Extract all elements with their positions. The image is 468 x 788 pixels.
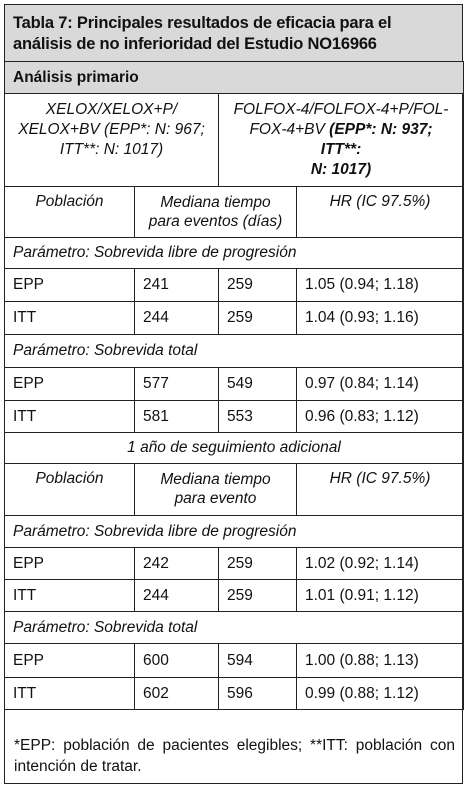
arm-xelox-line3: ITT**: N: 1017) <box>59 141 164 158</box>
row-hr: 1.01 (0.91; 1.12) <box>297 580 464 612</box>
row-value-b: 553 <box>219 401 297 433</box>
followup-label: 1 año de seguimiento adicional <box>5 433 464 464</box>
row-hr: 1.00 (0.88; 1.13) <box>297 644 464 678</box>
row-hr: 0.99 (0.88; 1.12) <box>297 678 464 710</box>
row-pop: EPP <box>5 644 135 678</box>
col-population: Población <box>5 464 135 516</box>
param-pfs-label: Parámetro: Sobrevida libre de progresión <box>5 238 464 269</box>
row-hr: 0.97 (0.84; 1.14) <box>297 368 464 401</box>
arm-folfox <box>219 94 464 187</box>
row-value-a: 244 <box>135 302 219 335</box>
col-median <box>135 187 297 238</box>
arm-folfox-line1: FOLFOX-4/FOLFOX-4+P/FOL- <box>233 101 449 118</box>
col-population: Población <box>5 187 135 238</box>
row-value-b: 594 <box>219 644 297 678</box>
row-value-b: 259 <box>219 548 297 580</box>
row-hr: 1.02 (0.92; 1.14) <box>297 548 464 580</box>
row-value-a: 577 <box>135 368 219 401</box>
primary-analysis-label: Análisis primario <box>5 62 464 94</box>
table-title: Tabla 7: Principales resultados de eficacia para el análisis de no inferioridad del Estudio NO16966 <box>4 4 463 62</box>
param-os-label: Parámetro: Sobrevida total <box>5 335 464 368</box>
param-pfs-label: Parámetro: Sobrevida libre de progresión <box>5 516 464 548</box>
row-pop: ITT <box>5 302 135 335</box>
arm-folfox-line4: N: 1017) <box>310 161 372 178</box>
row-pop: EPP <box>5 368 135 401</box>
row-hr: 1.04 (0.93; 1.16) <box>297 302 464 335</box>
col-hr: HR (IC 97.5%) <box>297 187 464 238</box>
row-pop: ITT <box>5 401 135 433</box>
col-median-line2: para evento <box>174 490 257 507</box>
row-value-a: 581 <box>135 401 219 433</box>
arm-xelox <box>5 94 219 187</box>
row-hr: 1.05 (0.94; 1.18) <box>297 269 464 302</box>
col-hr: HR (IC 97.5%) <box>297 464 464 516</box>
arm-folfox-line2a: FOX-4+BV <box>249 121 330 138</box>
row-value-b: 259 <box>219 269 297 302</box>
row-value-a: 602 <box>135 678 219 710</box>
row-value-b: 259 <box>219 580 297 612</box>
row-hr: 0.96 (0.83; 1.12) <box>297 401 464 433</box>
row-value-b: 259 <box>219 302 297 335</box>
row-pop: EPP <box>5 269 135 302</box>
efficacy-table <box>4 61 464 710</box>
footnote: *EPP: población de pacientes elegibles; **ITT: población con intención de tratar. <box>14 737 455 775</box>
row-pop: ITT <box>5 580 135 612</box>
col-median-line2: para eventos (días) <box>148 213 283 230</box>
row-value-a: 242 <box>135 548 219 580</box>
row-value-a: 244 <box>135 580 219 612</box>
col-median-line1: Mediana tiempo <box>160 194 271 211</box>
row-value-a: 600 <box>135 644 219 678</box>
arm-folfox-line2b: (EPP*: N: 937; <box>329 121 433 138</box>
col-median <box>135 464 297 516</box>
col-median-line1: Mediana tiempo <box>160 471 271 488</box>
row-value-b: 549 <box>219 368 297 401</box>
row-pop: ITT <box>5 678 135 710</box>
arm-folfox-line3: ITT**: <box>320 141 362 158</box>
arm-xelox-line1: XELOX/XELOX+P/ <box>45 101 178 118</box>
row-pop: EPP <box>5 548 135 580</box>
row-value-b: 596 <box>219 678 297 710</box>
arm-xelox-line2: XELOX+BV (EPP*: N: 967; <box>18 121 205 138</box>
row-value-a: 241 <box>135 269 219 302</box>
param-os-label: Parámetro: Sobrevida total <box>5 612 464 644</box>
